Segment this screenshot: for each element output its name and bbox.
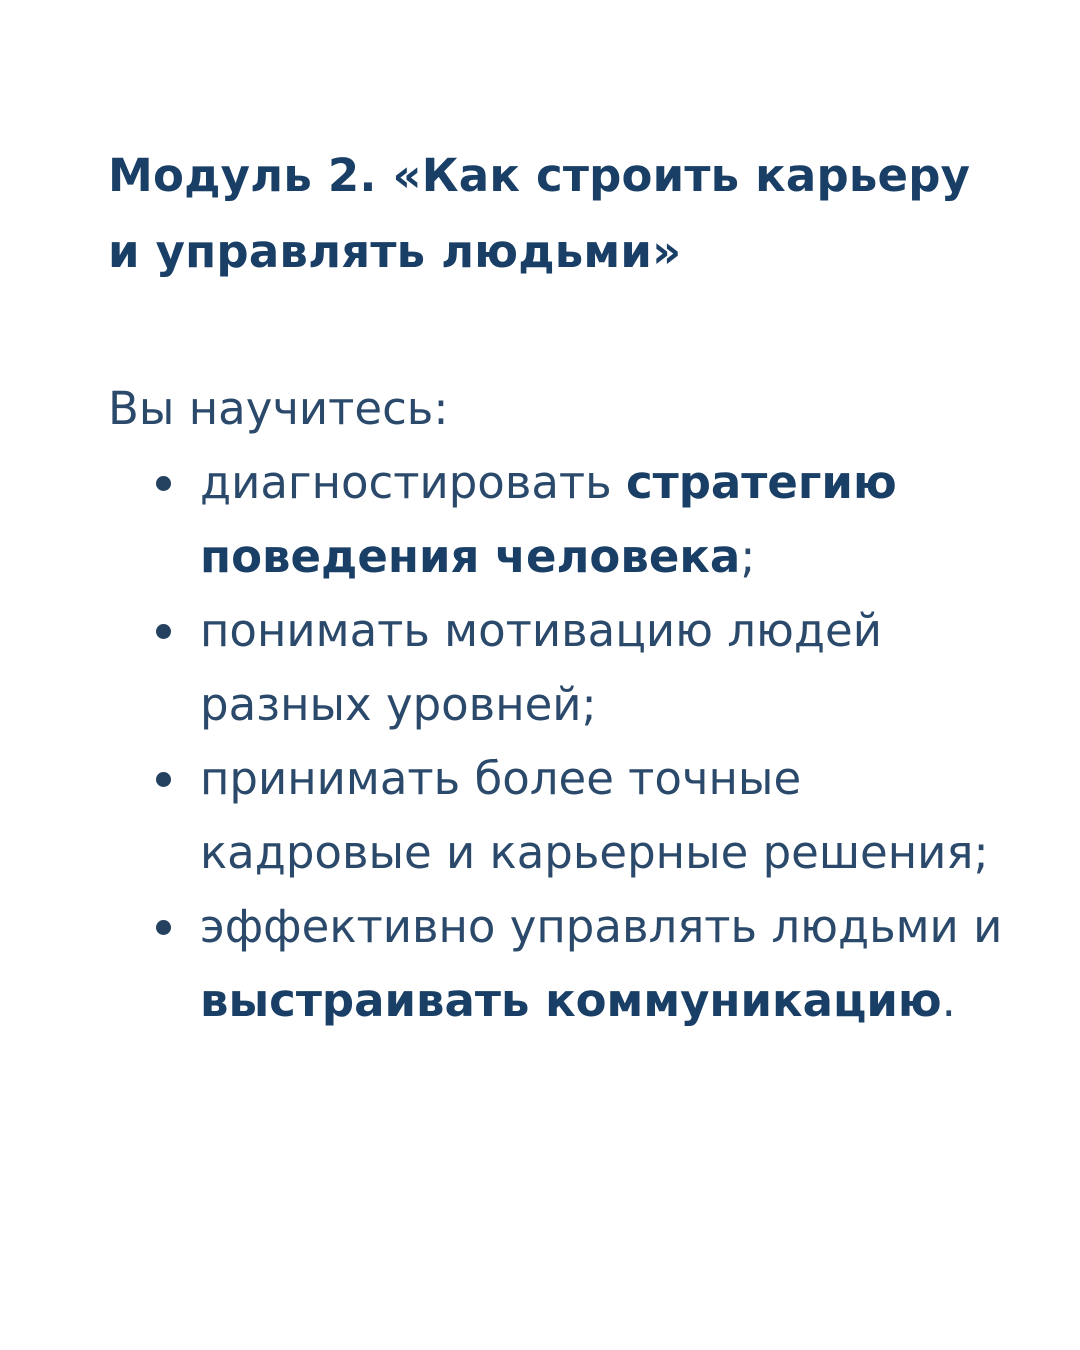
item-punctuation: ;	[740, 530, 756, 583]
skills-list	[108, 446, 1008, 1038]
item-text: диагностировать	[200, 456, 626, 509]
bullet-icon	[156, 920, 171, 935]
bullet-icon	[156, 772, 171, 787]
intro-text: Вы научитесь:	[108, 382, 449, 435]
item-text: принимать более точные кадровые и карьерные решения;	[200, 752, 989, 879]
list-item	[108, 446, 1008, 594]
list-item	[108, 594, 1008, 742]
list-item	[108, 742, 1008, 890]
bullet-icon	[156, 624, 171, 639]
item-punctuation: .	[941, 974, 956, 1027]
item-text: понимать мотивацию людей разных уровней;	[200, 604, 882, 731]
item-emphasis: выстраивать коммуникацию	[200, 974, 942, 1027]
item-emphasis: стратегию поведения человека	[200, 456, 897, 583]
bullet-icon	[156, 476, 171, 491]
item-text: эффективно управлять людьми и	[200, 900, 1003, 953]
module-card	[108, 138, 1008, 1038]
list-item	[108, 890, 1008, 1038]
module-title: Модуль 2. «Как строить карьеру и управлять людьми»	[108, 149, 971, 278]
